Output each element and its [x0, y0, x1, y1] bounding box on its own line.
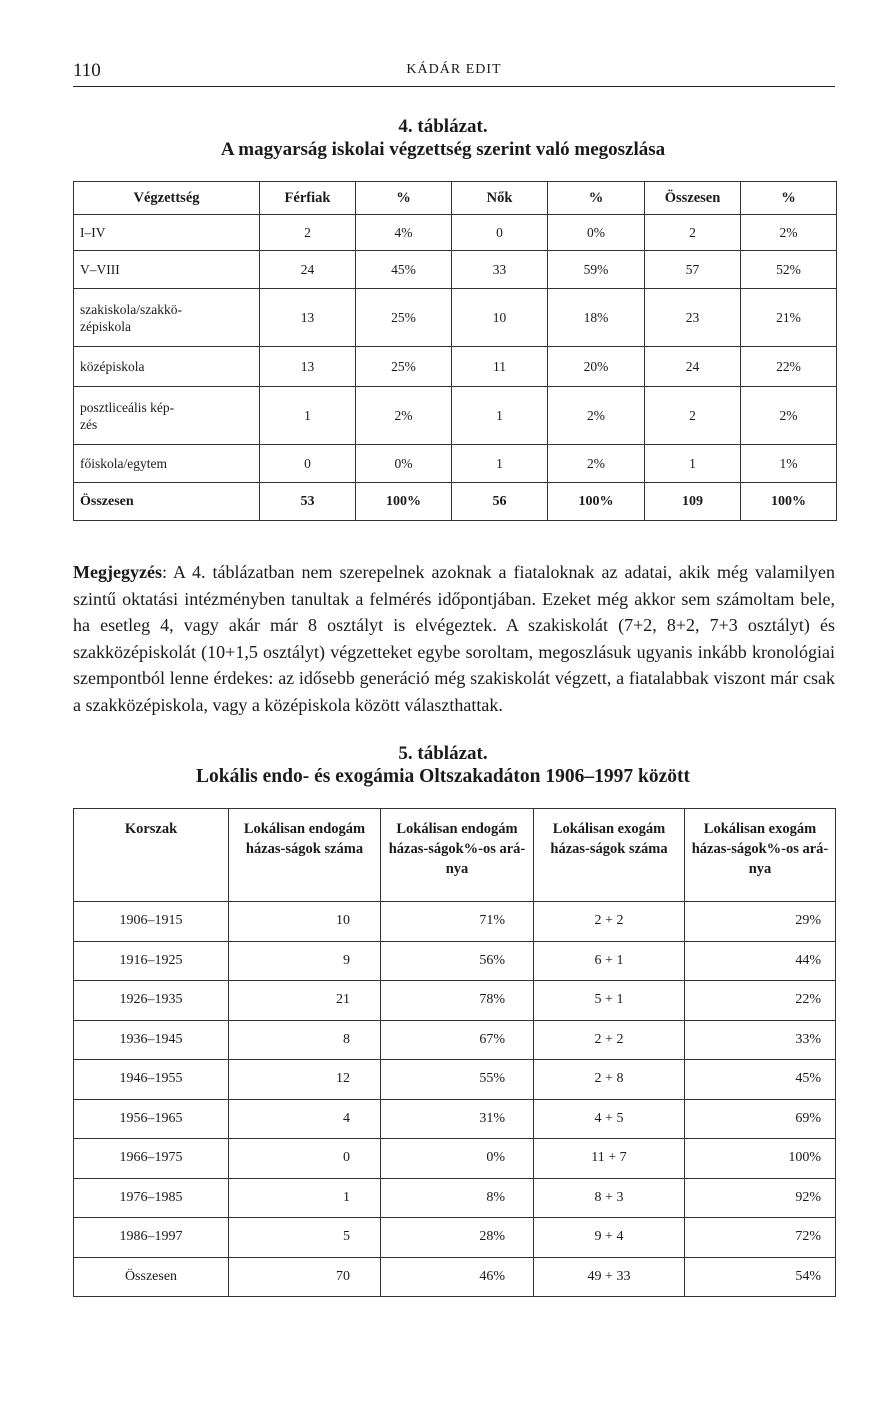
table-row [74, 1060, 836, 1100]
table-cell: 10 [229, 902, 381, 942]
table-cell: 67% [381, 1020, 534, 1060]
table-cell: 2 + 2 [534, 902, 685, 942]
period-cell: Összesen [74, 1257, 229, 1297]
table-header-row [74, 809, 836, 902]
page-header [73, 60, 835, 87]
row-label: I–IV [74, 215, 260, 251]
period-cell: 1906–1915 [74, 902, 229, 942]
row-label: főiskola/egytem [74, 445, 260, 483]
table-cell: 2 [645, 215, 741, 251]
table-cell: 1 [452, 387, 548, 445]
table-cell: 31% [381, 1099, 534, 1139]
table-cell: 2 + 8 [534, 1060, 685, 1100]
table-cell: 25% [356, 347, 452, 387]
table-cell: 49 + 33 [534, 1257, 685, 1297]
table-cell: 21% [741, 289, 837, 347]
col-header: Lokálisan exogám házas-ságok száma [534, 809, 685, 902]
period-cell: 1926–1935 [74, 981, 229, 1021]
table-cell: 2% [741, 215, 837, 251]
note-paragraph [73, 559, 835, 718]
period-cell: 1946–1955 [74, 1060, 229, 1100]
row-label: középiskola [74, 347, 260, 387]
table-cell: 57 [645, 251, 741, 289]
table-row [74, 1218, 836, 1258]
table-cell: 54% [685, 1257, 836, 1297]
period-cell: 1976–1985 [74, 1178, 229, 1218]
table-cell: 92% [685, 1178, 836, 1218]
total-row [74, 1257, 836, 1297]
table-cell: 13 [260, 347, 356, 387]
table-cell: 1% [741, 445, 837, 483]
table-cell: 28% [381, 1218, 534, 1258]
table-row [74, 1099, 836, 1139]
table-cell: 25% [356, 289, 452, 347]
table-cell: 11 + 7 [534, 1139, 685, 1179]
table-cell: 33 [452, 251, 548, 289]
row-label: Összesen [74, 483, 260, 521]
table-cell: 21 [229, 981, 381, 1021]
col-header: Lokálisan endogám házas-ságok száma [229, 809, 381, 902]
table-cell: 0% [356, 445, 452, 483]
table-cell: 23 [645, 289, 741, 347]
table-cell: 56% [381, 941, 534, 981]
table-cell: 11 [452, 347, 548, 387]
table-cell: 71% [381, 902, 534, 942]
table-cell: 2% [548, 387, 645, 445]
table-cell: 45% [685, 1060, 836, 1100]
table-cell: 2% [356, 387, 452, 445]
table-row [74, 215, 837, 251]
table-row [74, 251, 837, 289]
row-label: posztliceális kép- zés [74, 387, 260, 445]
table-cell: 0 [260, 445, 356, 483]
education-table [73, 181, 837, 521]
col-header: Végzettség [74, 182, 260, 215]
table-cell: 1 [452, 445, 548, 483]
period-cell: 1966–1975 [74, 1139, 229, 1179]
table-cell: 2 + 2 [534, 1020, 685, 1060]
table-row [74, 902, 836, 942]
col-header: Nők [452, 182, 548, 215]
table-cell: 1 [260, 387, 356, 445]
table-cell: 20% [548, 347, 645, 387]
table-row [74, 1020, 836, 1060]
table-cell: 1 [645, 445, 741, 483]
period-cell: 1986–1997 [74, 1218, 229, 1258]
note-text: : A 4. táblázatban nem szerepelnek azoknak a fiataloknak az adatai, akik még valamilyen szintű oktatási intézményben tanultak a felmérés időpontjában. Ezeket még akkor sem számoltam bele, ha esetleg 4, vagy akár már 8 osztályt is elvégeztek. A szakiskolát (7+2, 8+2, 7+3 osztályt) és szakközépiskolát (10+1,5 osztályt) végzetteket egybe soroltam, megoszlásuk ugyanis inkább kronológiai szempontból lenne érdekes: az idősebb generáció még szakiskolát végzett, a fiatalabbak viszont már csak a szakközépiskola, vagy a középiskola között választhattak. [73, 562, 835, 715]
table-cell: 24 [645, 347, 741, 387]
col-header: % [741, 182, 837, 215]
page-number: 110 [73, 60, 101, 81]
table-cell: 72% [685, 1218, 836, 1258]
table-cell: 46% [381, 1257, 534, 1297]
period-cell: 1916–1925 [74, 941, 229, 981]
table-cell: 0 [229, 1139, 381, 1179]
table-cell: 4% [356, 215, 452, 251]
period-cell: 1936–1945 [74, 1020, 229, 1060]
table-cell: 56 [452, 483, 548, 521]
row-label: szakiskola/szakkö- zépiskola [74, 289, 260, 347]
table-row [74, 981, 836, 1021]
col-header: Lokálisan exogám házas-ságok%-os ará-nya [685, 809, 836, 902]
table-cell: 12 [229, 1060, 381, 1100]
col-header: % [356, 182, 452, 215]
table-cell: 8 + 3 [534, 1178, 685, 1218]
table-cell: 53 [260, 483, 356, 521]
table-cell: 70 [229, 1257, 381, 1297]
table-header-row [74, 182, 837, 215]
table-cell: 22% [741, 347, 837, 387]
table-row [74, 1139, 836, 1179]
table-cell: 100% [741, 483, 837, 521]
table-cell: 45% [356, 251, 452, 289]
table4-title: A magyarság iskolai végzettség szerint való megoszlása [220, 139, 666, 160]
table-cell: 78% [381, 981, 534, 1021]
table-cell: 8 [229, 1020, 381, 1060]
table-cell: 44% [685, 941, 836, 981]
table-cell: 0 [452, 215, 548, 251]
table-cell: 59% [548, 251, 645, 289]
table-cell: 5 [229, 1218, 381, 1258]
table-cell: 6 + 1 [534, 941, 685, 981]
table-row [74, 387, 837, 445]
table-cell: 0% [548, 215, 645, 251]
table-cell: 5 + 1 [534, 981, 685, 1021]
table-row [74, 941, 836, 981]
table-cell: 52% [741, 251, 837, 289]
table-cell: 4 + 5 [534, 1099, 685, 1139]
table5-number: 5. táblázat. [398, 743, 488, 764]
table-cell: 69% [685, 1099, 836, 1139]
period-cell: 1956–1965 [74, 1099, 229, 1139]
table-cell: 29% [685, 902, 836, 942]
exogamy-table [73, 808, 836, 1297]
col-header: Lokálisan endogám házas-ságok%-os ará-nya [381, 809, 534, 902]
note-label: Megjegyzés [73, 562, 162, 582]
table-cell: 10 [452, 289, 548, 347]
row-label: V–VIII [74, 251, 260, 289]
table-cell: 2% [548, 445, 645, 483]
table-cell: 100% [685, 1139, 836, 1179]
table-cell: 0% [381, 1139, 534, 1179]
table-cell: 2 [260, 215, 356, 251]
table-cell: 109 [645, 483, 741, 521]
table-cell: 2 [645, 387, 741, 445]
table-cell: 100% [548, 483, 645, 521]
table-cell: 100% [356, 483, 452, 521]
table-cell: 55% [381, 1060, 534, 1100]
table-cell: 9 + 4 [534, 1218, 685, 1258]
table-cell: 4 [229, 1099, 381, 1139]
table-cell: 2% [741, 387, 837, 445]
table-cell: 13 [260, 289, 356, 347]
table-row [74, 289, 837, 347]
col-header: Összesen [645, 182, 741, 215]
table4-number: 4. táblázat. [398, 116, 488, 137]
table-cell: 22% [685, 981, 836, 1021]
col-header: Korszak [74, 809, 229, 902]
table-cell: 18% [548, 289, 645, 347]
table-cell: 1 [229, 1178, 381, 1218]
col-header: % [548, 182, 645, 215]
table-row [74, 1178, 836, 1218]
table-cell: 24 [260, 251, 356, 289]
col-header: Férfiak [260, 182, 356, 215]
table-cell: 8% [381, 1178, 534, 1218]
table-cell: 9 [229, 941, 381, 981]
running-title: KÁDÁR EDIT [406, 62, 502, 77]
table-row [74, 347, 837, 387]
table5-title: Lokális endo- és exogámia Oltszakadáton 1906–1997 között [195, 766, 690, 787]
total-row [74, 483, 837, 521]
table-cell: 33% [685, 1020, 836, 1060]
table-row [74, 445, 837, 483]
